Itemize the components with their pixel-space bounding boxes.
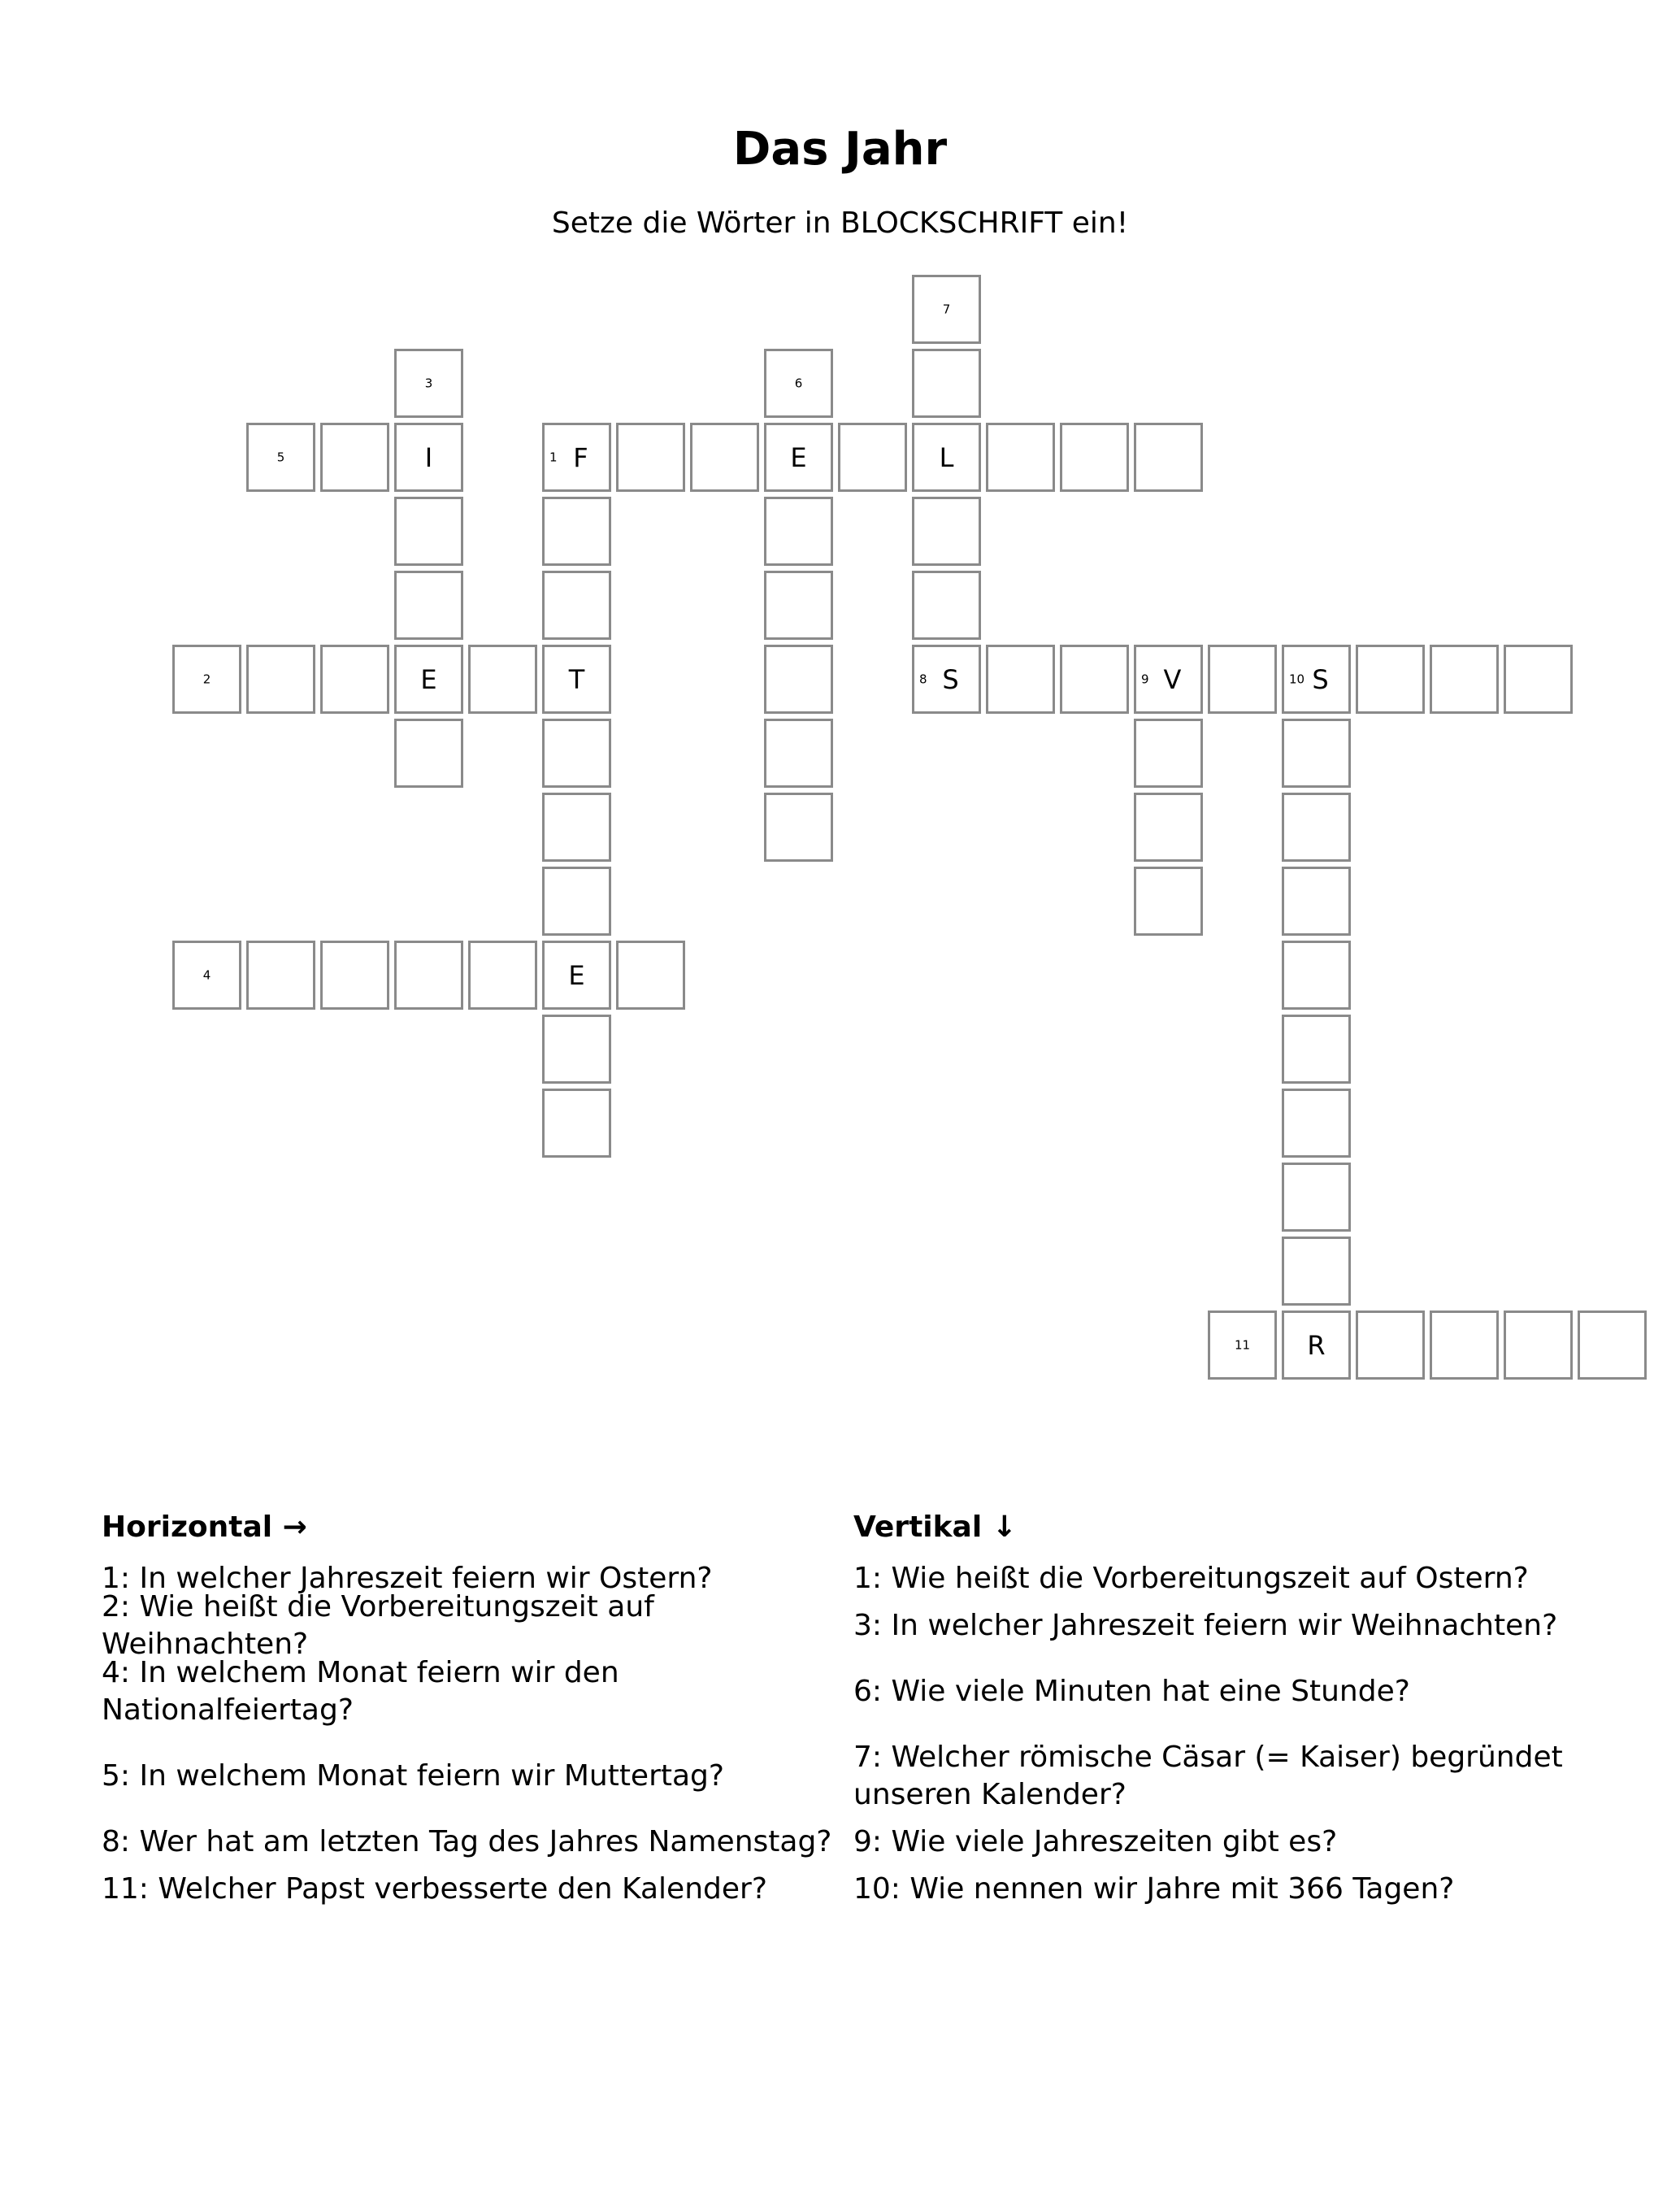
- crossword-cell[interactable]: [1134, 867, 1203, 936]
- crossword-cell-2[interactable]: [172, 645, 241, 714]
- crossword-cell-1[interactable]: [542, 423, 611, 492]
- crossword-cell[interactable]: [394, 719, 463, 788]
- given-letter: E: [420, 663, 437, 695]
- crossword-cell[interactable]: [394, 497, 463, 566]
- crossword-cell[interactable]: [764, 645, 833, 714]
- crossword-cell[interactable]: [1356, 645, 1425, 714]
- crossword-cell[interactable]: [1282, 867, 1351, 936]
- crossword-cell[interactable]: [542, 497, 611, 566]
- crossword-cell[interactable]: [394, 941, 463, 1010]
- crossword-cell[interactable]: [1504, 1310, 1573, 1380]
- clue-across-1: 1: In welcher Jahreszeit feiern wir Ostern?: [102, 1562, 713, 1595]
- crossword-cell[interactable]: [912, 423, 981, 492]
- crossword-cell[interactable]: [838, 423, 907, 492]
- crossword-cell-4[interactable]: [172, 941, 241, 1010]
- crossword-cell[interactable]: [764, 497, 833, 566]
- clue-number: 7: [942, 302, 951, 316]
- clue-down-7: 7: Welcher römische Cäsar (= Kaiser) begründet unseren Kalender?: [853, 1741, 1563, 1811]
- crossword-cell[interactable]: [394, 423, 463, 492]
- crossword-cell[interactable]: [616, 941, 685, 1010]
- given-letter: L: [939, 441, 954, 473]
- page-subtitle: Setze die Wörter in BLOCKSCHRIFT ein!: [551, 206, 1129, 240]
- crossword-cell[interactable]: [986, 645, 1055, 714]
- given-letter: E: [568, 959, 585, 991]
- crossword-cell[interactable]: [394, 571, 463, 640]
- crossword-cell-10[interactable]: [1282, 645, 1351, 714]
- clue-number: 9: [1141, 672, 1149, 686]
- clues-down: [853, 1508, 1609, 1913]
- crossword-cell-3[interactable]: [394, 349, 463, 418]
- crossword-cell[interactable]: [1578, 1310, 1647, 1380]
- crossword-cell[interactable]: [1504, 645, 1573, 714]
- crossword-cell[interactable]: [1282, 1237, 1351, 1306]
- crossword-cell[interactable]: [1208, 645, 1277, 714]
- clues-across: [102, 1508, 857, 1913]
- crossword-cell[interactable]: [542, 719, 611, 788]
- crossword-cell[interactable]: [1282, 941, 1351, 1010]
- clue-number: 8: [919, 672, 927, 686]
- clue-across-11: 11: Welcher Papst verbesserte den Kalender?: [102, 1872, 767, 1906]
- clue-number: 3: [424, 376, 433, 390]
- given-letter: I: [424, 441, 433, 473]
- crossword-cell[interactable]: [1282, 1015, 1351, 1084]
- crossword-cell[interactable]: [542, 645, 611, 714]
- crossword-cell[interactable]: [1134, 719, 1203, 788]
- crossword-cell[interactable]: [468, 941, 537, 1010]
- clues-down-heading: Vertikal ↓: [853, 1510, 1017, 1544]
- given-letter: F: [573, 441, 588, 473]
- crossword-cell-6[interactable]: [764, 349, 833, 418]
- clue-number: 10: [1289, 672, 1305, 686]
- crossword-cell[interactable]: [1282, 793, 1351, 862]
- clue-down-9: 9: Wie viele Jahreszeiten gibt es?: [853, 1825, 1338, 1858]
- crossword-cell[interactable]: [542, 867, 611, 936]
- clue-number: 11: [1234, 1337, 1251, 1352]
- crossword-cell[interactable]: [1060, 645, 1129, 714]
- crossword-cell[interactable]: [1134, 793, 1203, 862]
- crossword-cell[interactable]: [542, 793, 611, 862]
- crossword-cell[interactable]: [986, 423, 1055, 492]
- clue-number: 2: [202, 672, 211, 686]
- clue-across-5: 5: In welchem Monat feiern wir Muttertag?: [102, 1759, 725, 1793]
- crossword-cell[interactable]: [1282, 1310, 1351, 1380]
- crossword-cell[interactable]: [1282, 1089, 1351, 1158]
- crossword-cell-11[interactable]: [1208, 1310, 1277, 1380]
- crossword-cell[interactable]: [616, 423, 685, 492]
- crossword-cell[interactable]: [542, 1089, 611, 1158]
- crossword-cell[interactable]: [468, 645, 537, 714]
- given-letter: V: [1163, 663, 1182, 695]
- crossword-cell-8[interactable]: [912, 645, 981, 714]
- crossword-cell[interactable]: [1060, 423, 1129, 492]
- clue-number: 4: [202, 967, 211, 982]
- clue-down-6: 6: Wie viele Minuten hat eine Stunde?: [853, 1675, 1410, 1708]
- crossword-cell[interactable]: [246, 645, 315, 714]
- crossword-cell[interactable]: [542, 571, 611, 640]
- crossword-cell[interactable]: [246, 941, 315, 1010]
- crossword-cell[interactable]: [542, 941, 611, 1010]
- crossword-cell[interactable]: [542, 1015, 611, 1084]
- clue-number: 6: [794, 376, 803, 390]
- crossword-cell[interactable]: [912, 349, 981, 418]
- crossword-cell[interactable]: [690, 423, 759, 492]
- crossword-cell[interactable]: [764, 423, 833, 492]
- crossword-cell-7[interactable]: [912, 275, 981, 344]
- crossword-cell[interactable]: [1282, 1163, 1351, 1232]
- clue-across-8: 8: Wer hat am letzten Tag des Jahres Namenstag?: [102, 1825, 832, 1858]
- clue-number: 1: [549, 450, 558, 464]
- crossword-cell[interactable]: [1430, 1310, 1499, 1380]
- clue-across-4: 4: In welchem Monat feiern wir den Nationalfeiertag?: [102, 1656, 619, 1727]
- crossword-cell[interactable]: [320, 941, 389, 1010]
- crossword-cell[interactable]: [912, 497, 981, 566]
- crossword-cell[interactable]: [1430, 645, 1499, 714]
- crossword-cell[interactable]: [320, 423, 389, 492]
- clue-down-1: 1: Wie heißt die Vorbereitungszeit auf Ostern?: [853, 1562, 1529, 1595]
- crossword-cell[interactable]: [1134, 423, 1203, 492]
- clue-across-2: 2: Wie heißt die Vorbereitungszeit auf Weihnachten?: [102, 1590, 654, 1661]
- given-letter: S: [1312, 663, 1329, 695]
- clue-number: 5: [276, 450, 285, 464]
- given-letter: S: [942, 663, 959, 695]
- crossword-cell[interactable]: [764, 571, 833, 640]
- crossword-cell[interactable]: [764, 793, 833, 862]
- crossword-cell[interactable]: [1282, 719, 1351, 788]
- clue-down-10: 10: Wie nennen wir Jahre mit 366 Tagen?: [853, 1872, 1455, 1906]
- crossword-cell[interactable]: [1356, 1310, 1425, 1380]
- crossword-cell-9[interactable]: [1134, 645, 1203, 714]
- clue-down-3: 3: In welcher Jahreszeit feiern wir Weihnachten?: [853, 1609, 1558, 1642]
- given-letter: E: [790, 441, 807, 473]
- crossword-cell[interactable]: [912, 571, 981, 640]
- given-letter: R: [1307, 1329, 1326, 1361]
- crossword-cell-5[interactable]: [246, 423, 315, 492]
- crossword-cell[interactable]: [394, 645, 463, 714]
- given-letter: T: [568, 663, 585, 695]
- page-title: Das Jahr: [732, 123, 948, 176]
- crossword-cell[interactable]: [764, 719, 833, 788]
- crossword-cell[interactable]: [320, 645, 389, 714]
- clues-across-heading: Horizontal →: [102, 1510, 307, 1544]
